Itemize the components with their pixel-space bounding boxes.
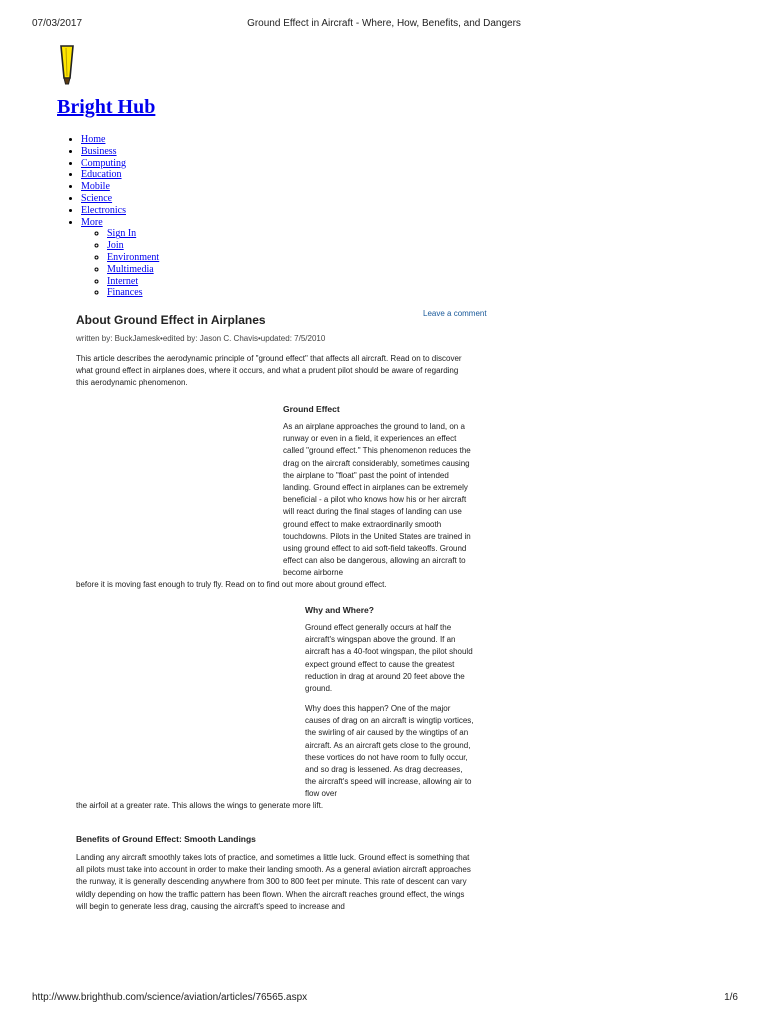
nav-item-computing (81, 158, 159, 170)
section-heading-benefits: Benefits of Ground Effect: Smooth Landings (76, 834, 256, 844)
brand-link[interactable]: Bright Hub (57, 96, 156, 118)
nav-link-computing[interactable]: Computing (81, 157, 127, 169)
nav-item-education (81, 169, 159, 181)
article-title: About Ground Effect in Airplanes (76, 313, 266, 327)
section-ground-effect-body: As an airplane approaches the ground to land, on a runway or even in a field, it experiences an effect called "ground effect." This phenomenon reduces the drag on the aircraft considerably, sometimes causing the airplane to "float" past the point of intended landing. Ground effect in airplanes can be extremely beneficial - a pilot who knows how his or her aircraft will react during the final stages of landing can use ground effect to make extraordinarily smooth touchdowns. Pilots in the United States are trained in using ground effect to aid soft-field takeoffs. Ground effect can also be dangerous, allowing an aircraft to become airborne (283, 422, 471, 578)
nav-item-electronics (81, 205, 159, 217)
section-why-where-paragraph-2: Why does this happen? One of the major causes of drag on an aircraft is wingtip vortices, the swirling of air caused by the wingtips of an aircraft. As an aircraft gets close to the ground, these vortices do not have room to fully occur, and so drag is lessened. As drag decreases, the aircraft's speed will increase, allowing air to flow over (305, 704, 474, 799)
print-page-number: 1/6 (724, 992, 738, 1003)
nav-link-business[interactable]: Business (81, 145, 117, 157)
nav-item-mobile (81, 181, 159, 193)
nav-link-finances[interactable]: Finances (107, 287, 143, 299)
submenu-item-finances (107, 287, 159, 299)
section-benefits-paragraph-1: Landing any aircraft smoothly takes lots of practice, and sometimes a little luck. Ground effect is something that all pilots must take into account in order to make their landing smooth. As a general aviation aircraft approaches the runway, it is generally descending anywhere from 300 to 800 feet per minute. This rate of descent can vary wildly depending on how the traffic pattern has been flown. When the aircraft reaches ground effect, the wings will begin to generate less drag, causing the aircraft's speed to increase and (76, 853, 471, 911)
leave-comment-link[interactable]: Leave a comment (423, 309, 487, 318)
print-url: http://www.brighthub.com/science/aviation/articles/76565.aspx (32, 992, 308, 1003)
print-page-title: Ground Effect in Aircraft - Where, How, Benefits, and Dangers (247, 18, 521, 29)
nav-link-home[interactable]: Home (81, 134, 106, 145)
more-submenu (81, 228, 159, 299)
nav-link-education[interactable]: Education (81, 169, 122, 181)
submenu-item-sign-in (107, 228, 159, 240)
nav-link-sign-in[interactable]: Sign In (107, 228, 137, 240)
nav-link-mobile[interactable]: Mobile (81, 181, 110, 193)
section-why-where-paragraph-1: Ground effect generally occurs at half the aircraft's wingspan above the ground. If an aircraft has a 40-foot wingspan, the pilot should expect ground effect to cause the greatest reduction in drag at around 20 feet above the ground. (305, 623, 473, 694)
section-heading-why-where: Why and Where? (305, 605, 374, 615)
section-why-where-tail: the airfoil at a greater rate. This allows the wings to generate more lift. (76, 801, 324, 810)
submenu-item-join (107, 240, 159, 252)
nav-link-electronics[interactable]: Electronics (81, 204, 126, 216)
section-ground-effect-tail: before it is moving fast enough to truly fly. Read on to find out more about ground effect. (76, 580, 387, 589)
nav-item-business (81, 146, 159, 158)
submenu-item-multimedia (107, 264, 159, 276)
main-nav (50, 134, 159, 299)
yellow-pencil-logo-icon[interactable] (58, 44, 76, 86)
submenu-item-internet (107, 276, 159, 288)
nav-link-internet[interactable]: Internet (107, 275, 139, 287)
nav-link-more[interactable]: More (81, 216, 103, 228)
print-date: 07/03/2017 (32, 18, 83, 29)
nav-link-environment[interactable]: Environment (107, 251, 160, 263)
section-heading-ground-effect: Ground Effect (283, 404, 340, 414)
nav-item-more (81, 217, 159, 300)
nav-item-home (81, 134, 159, 146)
nav-link-multimedia[interactable]: Multimedia (107, 263, 154, 275)
submenu-item-environment (107, 252, 159, 264)
nav-link-join[interactable]: Join (107, 240, 124, 252)
nav-link-science[interactable]: Science (81, 192, 113, 204)
nav-item-science (81, 193, 159, 205)
article-intro: This article describes the aerodynamic principle of "ground effect" that affects all aircraft. Read on to discover what ground effect in airplanes does, where it occurs, and what a prudent pilot should be aware of regarding this aerodynamic phenomenon. (76, 354, 462, 388)
article-byline: written by: BuckJamesk•edited by: Jason C. Chavis•updated: 7/5/2010 (76, 334, 326, 343)
